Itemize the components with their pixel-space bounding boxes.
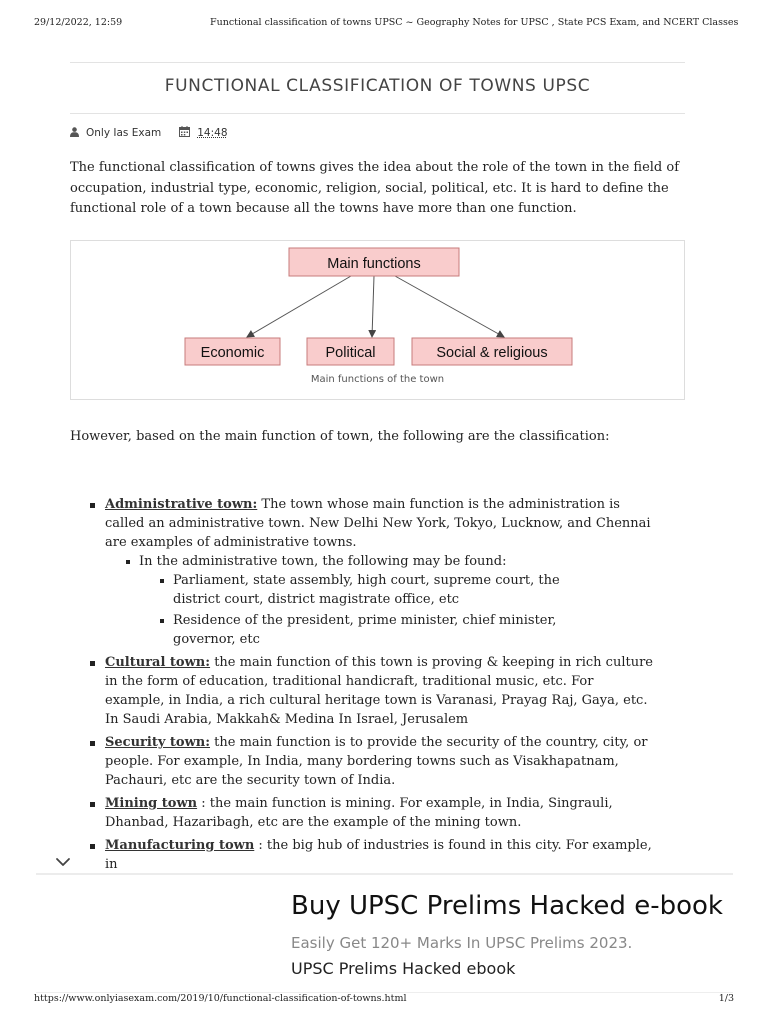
diagram-svg: [71, 241, 684, 371]
list-item-administrative: [105, 495, 653, 649]
calendar-icon: [179, 126, 190, 140]
economic-node: [185, 338, 280, 365]
intro-paragraph: The functional classification of towns gives the idea about the role of the town in the field of occupation, industrial type, economic, religion, social, political, etc. It is hard to define the functional role of a town because all the towns have more than one function.: [70, 160, 680, 216]
term-mining: Mining town: [105, 796, 198, 811]
admin-institutions-text: Parliament, state assembly, high court, supreme court, the district court, district magistrate office, etc: [173, 573, 560, 607]
page-number: 1/3: [718, 993, 734, 1004]
desc-cultural: the main function of this town is proving & keeping in rich culture in the form of education, traditional handicraft, traditional music, etc. For example, in India, a rich cultural heritage town is Varanasi, Prayag Raj, Gaya, etc. In Saudi Arabia, Makkah& Medina In Israel, Jerusalem: [105, 655, 653, 727]
political-node: [307, 338, 394, 365]
desc-mining: : the main function is mining. For example, in India, Singrauli, Dhanbad, Hazaribagh, etc are the example of the mining town.: [105, 796, 613, 830]
post-author[interactable]: Only Ias Exam: [86, 127, 162, 139]
root-node: [289, 248, 459, 276]
arrow-to-economic: [247, 276, 351, 337]
admin-found-text: In the administrative town, the following may be found:: [139, 554, 507, 569]
chevron-down-icon[interactable]: [54, 855, 72, 869]
desc-manufacturing: : the big hub of industries is found in this city. For example, in: [105, 838, 652, 872]
post-meta: [70, 126, 228, 140]
print-page-title: Functional classification of towns UPSC ~ Geography Notes for UPSC , State PCS Exam, and NCERT Classes: [210, 17, 739, 28]
classification-list: [0, 495, 768, 878]
admin-residences-text: Residence of the president, prime minister, chief minister, governor, etc: [173, 613, 557, 647]
desc-security: the main function is to provide the security of the country, city, or people. For example, In India, many bordering towns such as Visakhapatnam, Pachauri, etc are the security town of India.: [105, 735, 648, 788]
term-administrative: Administrative town:: [105, 497, 258, 512]
title-bottom-divider: [70, 113, 685, 114]
classification-lead: However, based on the main function of town, the following are the classification:: [70, 429, 610, 444]
list-item-admin-institutions: [173, 571, 583, 609]
print-date: 29/12/2022, 12:59: [34, 17, 123, 28]
list-item-mining: [105, 794, 653, 832]
social-religious-node: [412, 338, 572, 365]
term-cultural: Cultural town:: [105, 655, 211, 670]
user-icon: [70, 127, 79, 140]
list-item-admin-residences: [173, 611, 583, 649]
economic-node-label: Economic: [200, 345, 265, 361]
ad-title[interactable]: Buy UPSC Prelims Hacked e-book: [291, 891, 723, 921]
title-top-divider: [70, 62, 685, 63]
arrow-to-political: [372, 276, 374, 337]
print-url: https://www.onlyiasexam.com/2019/10/functional-classification-of-towns.html: [34, 993, 407, 1004]
ad-banner[interactable]: [36, 873, 733, 993]
list-item-admin-found: [139, 552, 559, 649]
figure-caption: Main functions of the town: [310, 374, 445, 385]
term-security: Security town:: [105, 735, 211, 750]
root-node-label: Main functions: [327, 256, 421, 272]
ad-subtitle: Easily Get 120+ Marks In UPSC Prelims 2023.: [291, 934, 633, 952]
political-node-label: Political: [325, 345, 376, 361]
functions-diagram: [70, 240, 685, 400]
social-religious-node-label: Social & religious: [436, 345, 548, 361]
list-item-cultural: [105, 653, 653, 729]
term-manufacturing: Manufacturing town: [105, 838, 255, 853]
post-title: FUNCTIONAL CLASSIFICATION OF TOWNS UPSC: [164, 76, 591, 96]
list-item-security: [105, 733, 653, 790]
post-time[interactable]: 14:48: [197, 127, 228, 139]
desc-administrative: The town whose main function is the administration is called an administrative town. New Delhi New York, Tokyo, Lucknow, and Chennai are examples of administrative towns.: [105, 497, 651, 550]
list-item-manufacturing: [105, 836, 653, 874]
arrow-to-social: [395, 276, 504, 337]
ad-link[interactable]: UPSC Prelims Hacked ebook: [291, 959, 516, 978]
